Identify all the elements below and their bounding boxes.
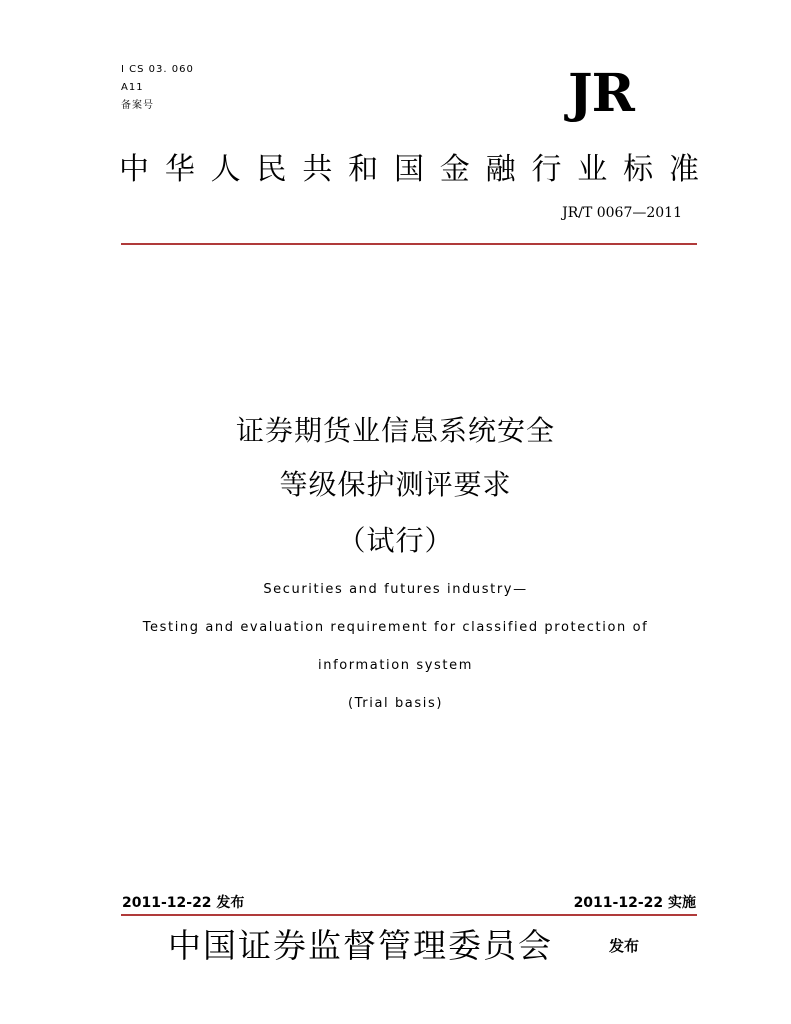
publish-date: 2011-12-22 发布 bbox=[122, 895, 245, 911]
document-meta bbox=[121, 61, 194, 115]
header-divider bbox=[121, 243, 697, 245]
header-char: 国 bbox=[393, 152, 424, 187]
cn-title-line-3: （试行） bbox=[337, 524, 454, 557]
header-char: 华 bbox=[164, 152, 195, 187]
footer-divider bbox=[121, 914, 697, 916]
standard-category-title bbox=[119, 150, 699, 190]
implement-date: 2011-12-22 实施 bbox=[573, 895, 696, 911]
header-char: 业 bbox=[577, 152, 608, 187]
cn-title-line-1: 证券期货业信息系统安全 bbox=[235, 414, 555, 447]
header-char: 行 bbox=[531, 152, 562, 187]
category-code: A11 bbox=[121, 82, 144, 93]
header-char: 共 bbox=[302, 152, 333, 187]
header-char: 和 bbox=[348, 152, 379, 187]
header-char: 融 bbox=[485, 152, 516, 187]
issuing-authority: 中国证券监督管理委员会 bbox=[168, 926, 553, 965]
header-char: 金 bbox=[439, 152, 470, 187]
cn-title-line-2: 等级保护测评要求 bbox=[279, 468, 512, 501]
jr-logo: JR bbox=[568, 63, 634, 124]
ics-code: I CS 03. 060 bbox=[121, 64, 194, 75]
record-number-label: 备案号 bbox=[121, 100, 154, 111]
header-char: 人 bbox=[210, 152, 241, 187]
header-char: 标 bbox=[623, 152, 654, 187]
en-title-line-4: (Trial basis) bbox=[347, 696, 444, 711]
header-char: 民 bbox=[256, 152, 287, 187]
header-char: 中 bbox=[119, 152, 149, 187]
header-char: 准 bbox=[668, 152, 699, 187]
en-title-line-2: Testing and evaluation requirement for classified protection of bbox=[142, 620, 649, 635]
standard-number: JR/T 0067—2011 bbox=[562, 205, 682, 221]
issuer-suffix: 发布 bbox=[609, 937, 640, 955]
en-title-line-1: Securities and futures industry— bbox=[263, 582, 528, 597]
en-title-line-3: information system bbox=[318, 658, 473, 673]
